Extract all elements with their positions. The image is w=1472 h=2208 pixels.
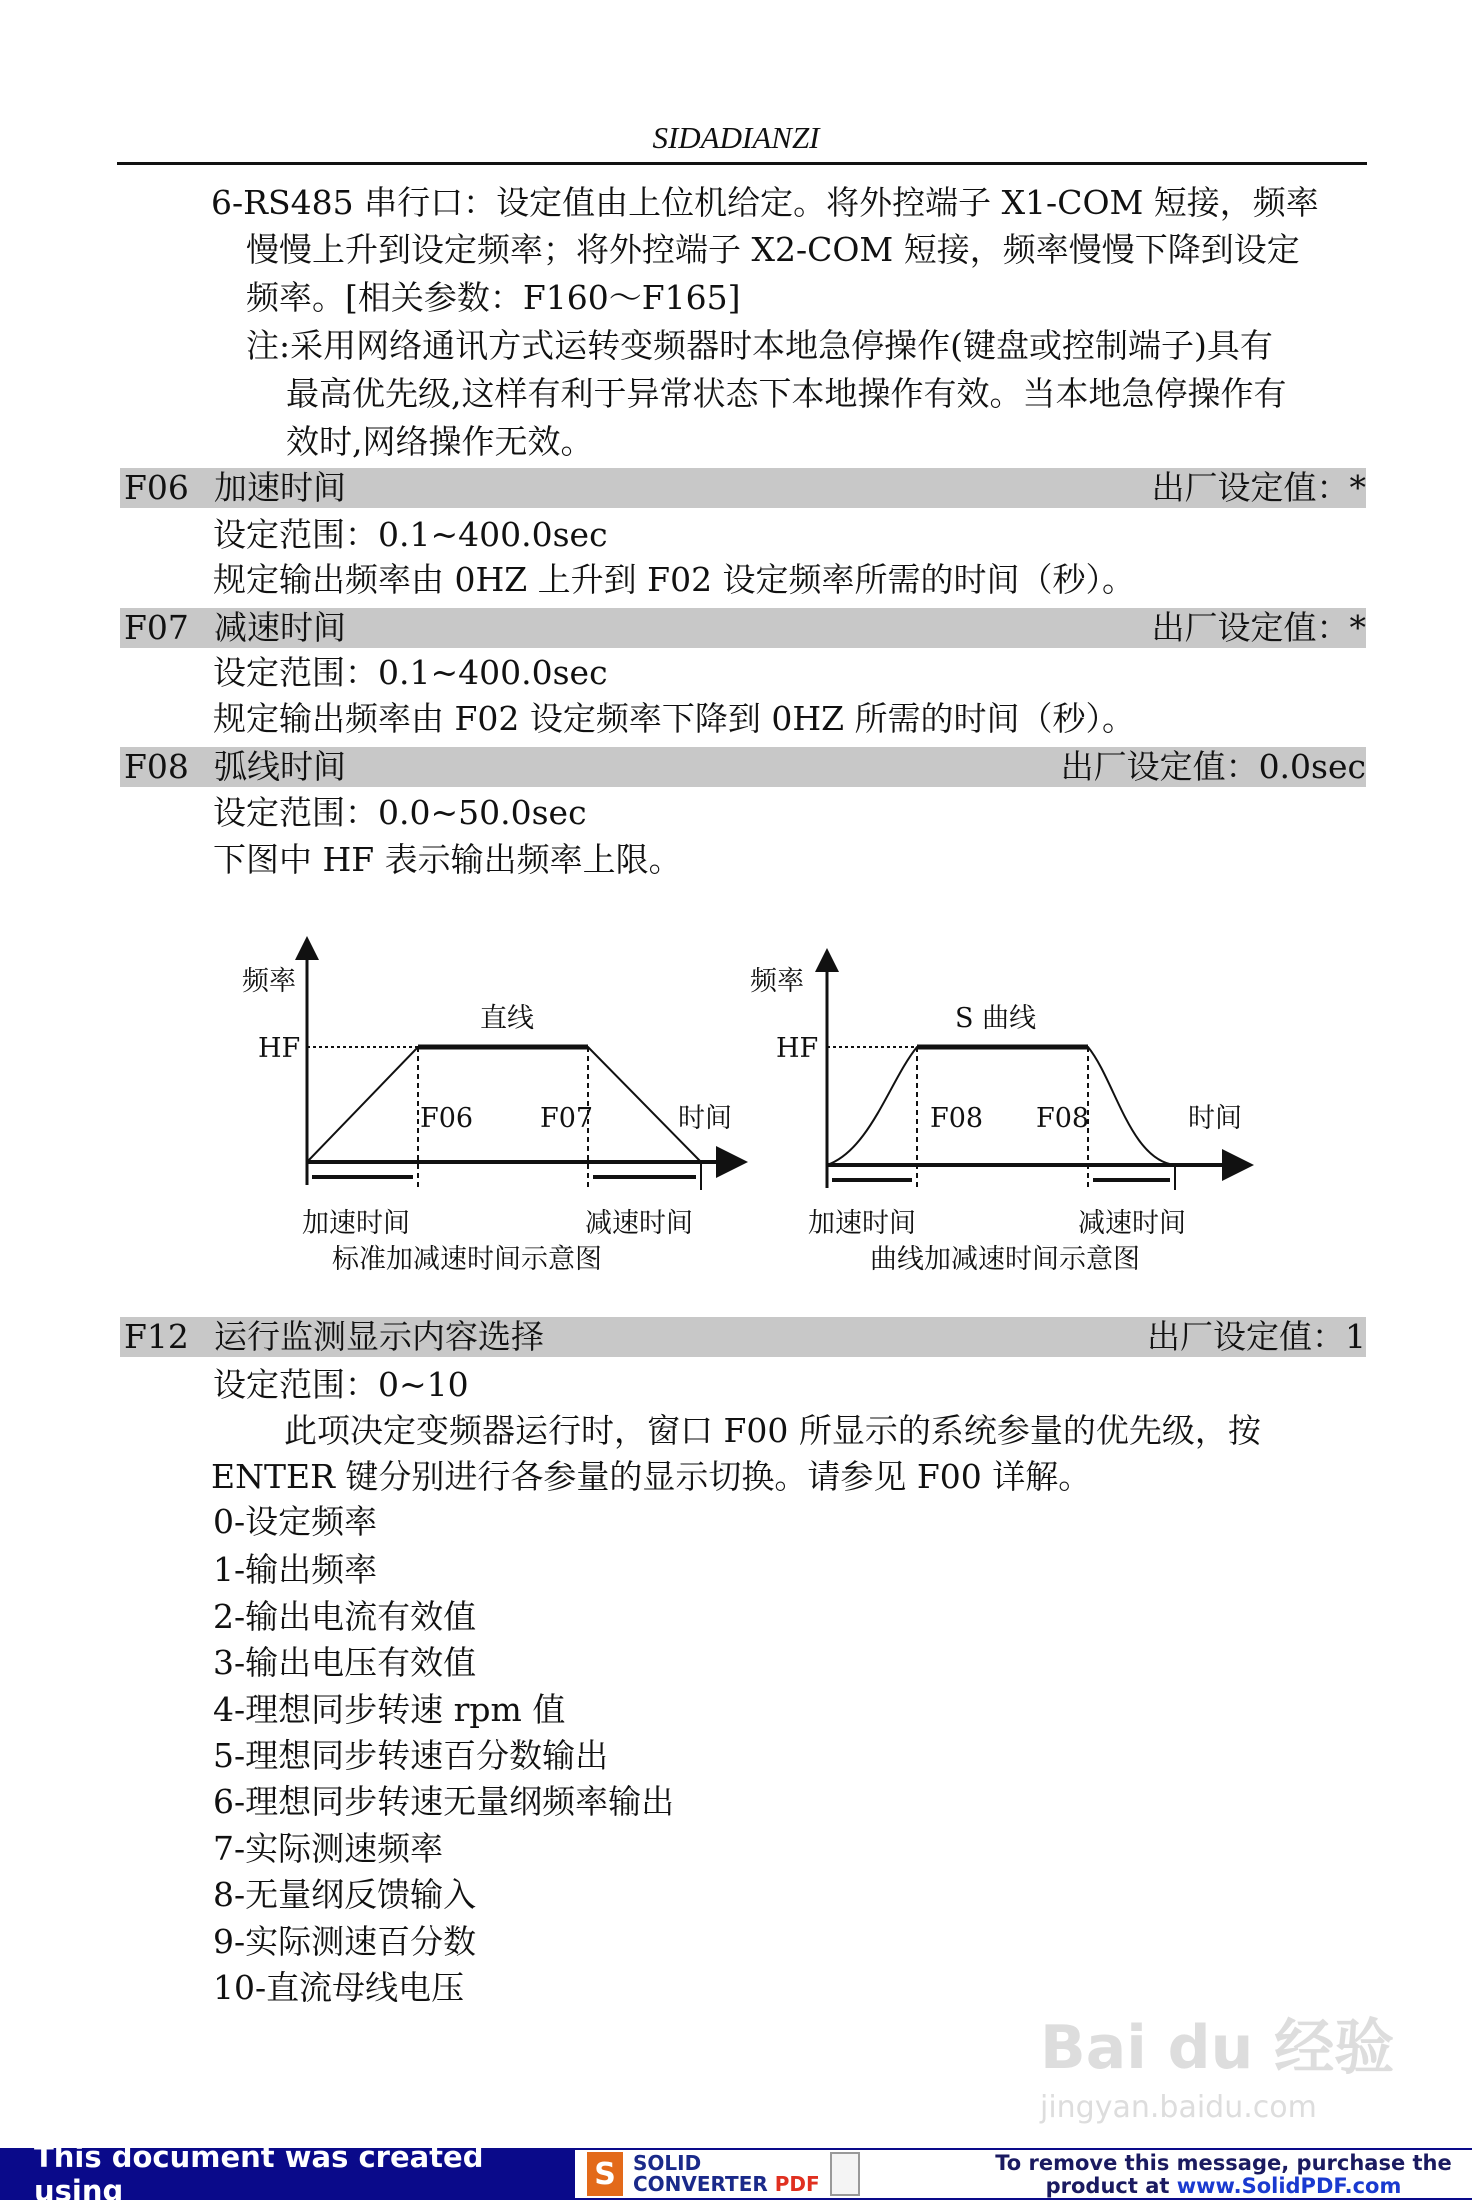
y-axis-label: 频率	[750, 966, 804, 997]
chart-title: S 曲线	[955, 1003, 1037, 1034]
acc-label: 加速时间	[302, 1208, 410, 1239]
hf-label: HF	[776, 1033, 819, 1064]
solid-logo-icon: S	[587, 2152, 623, 2196]
acc-label: 加速时间	[808, 1208, 916, 1239]
option-item: 8-无量纲反馈输入	[213, 1875, 477, 1914]
x-axis-label: 时间	[1188, 1103, 1242, 1134]
param-desc: 此项决定变频器运行时，窗口 F00 所显示的系统参量的优先级，按	[284, 1411, 1261, 1450]
param-header-f06: F06 加速时间 出厂设定值：*	[120, 468, 1366, 508]
param-range: 设定范围：0.0~50.0sec	[213, 793, 587, 832]
converter-banner	[0, 2140, 1472, 2208]
option-item: 9-实际测速百分数	[213, 1922, 477, 1961]
baidu-watermark-logo: Bai du 经验	[1040, 2013, 1395, 2083]
marker-label: F08	[930, 1103, 984, 1134]
param-desc: 规定输出频率由 F02 设定频率下降到 0HZ 所需的时间（秒）。	[213, 699, 1136, 738]
note-line: 效时,网络操作无效。	[286, 422, 594, 461]
caption: 标准加减速时间示意图	[332, 1244, 602, 1275]
linear-chart	[242, 948, 732, 1275]
running-header: SIDADIANZI	[652, 120, 820, 155]
param-header-f07: F07 减速时间 出厂设定值：*	[120, 608, 1366, 648]
option-item: 4-理想同步转速 rpm 值	[213, 1690, 566, 1729]
hf-label: HF	[258, 1033, 301, 1064]
param-range: 设定范围：0.1~400.0sec	[213, 515, 608, 554]
option-item: 6-理想同步转速无量纲频率输出	[213, 1782, 675, 1821]
chart-title: 直线	[480, 1003, 534, 1034]
dec-label: 减速时间	[585, 1208, 693, 1239]
solid-converter-logo: S SOLID CONVERTER PDF	[575, 2148, 975, 2200]
note-line: 注:采用网络通讯方式运转变频器时本地急停操作(键盘或控制端子)具有	[246, 326, 1273, 365]
option-item: 0-设定频率	[213, 1502, 378, 1541]
param-range: 设定范围：0.1~400.0sec	[213, 653, 608, 692]
dec-label: 减速时间	[1078, 1208, 1186, 1239]
baidu-watermark-url: jingyan.baidu.com	[1040, 2090, 1317, 2125]
param-header-f08: F08 弧线时间 出厂设定值：0.0sec	[120, 747, 1366, 787]
s-curve-chart	[750, 960, 1242, 1275]
banner-left-text: This document was created using	[0, 2148, 575, 2200]
param-desc: 规定输出频率由 0HZ 上升到 F02 设定频率所需的时间（秒）。	[213, 560, 1136, 599]
option-item: 5-理想同步转速百分数输出	[213, 1736, 609, 1775]
marker-label: F07	[540, 1103, 594, 1134]
y-axis-label: 频率	[242, 966, 296, 997]
intro-line: 6-RS485 串行口：设定值由上位机给定。将外控端子 X1-COM 短接，频率	[211, 183, 1319, 222]
intro-line: 频率。[相关参数：F160～F165]	[246, 278, 741, 317]
solidpdf-link[interactable]: www.SolidPDF.com	[1176, 2174, 1402, 2198]
param-range: 设定范围：0~10	[213, 1365, 469, 1404]
param-desc: ENTER 键分别进行各参量的显示切换。请参见 F00 详解。	[211, 1457, 1092, 1496]
caption: 曲线加减速时间示意图	[870, 1244, 1140, 1275]
option-item: 1-输出频率	[213, 1550, 378, 1589]
note-line: 最高优先级,这样有利于异常状态下本地操作有效。当本地急停操作有	[286, 374, 1287, 413]
marker-label: F06	[420, 1103, 474, 1134]
option-item: 2-输出电流有效值	[213, 1597, 477, 1636]
banner-right-text: To remove this message, purchase the product at www.SolidPDF.com	[975, 2148, 1472, 2200]
x-axis-label: 时间	[678, 1103, 732, 1134]
option-item: 10-直流母线电压	[213, 1968, 465, 2007]
pdf-document-icon	[830, 2152, 860, 2196]
param-header-f12: F12 运行监测显示内容选择 出厂设定值：1	[120, 1317, 1366, 1357]
intro-line: 慢慢上升到设定频率；将外控端子 X2-COM 短接，频率慢慢下降到设定	[246, 230, 1300, 269]
marker-label: F08	[1036, 1103, 1090, 1134]
option-item: 3-输出电压有效值	[213, 1643, 477, 1682]
param-desc: 下图中 HF 表示输出频率上限。	[213, 840, 682, 879]
option-item: 7-实际测速频率	[213, 1829, 444, 1868]
